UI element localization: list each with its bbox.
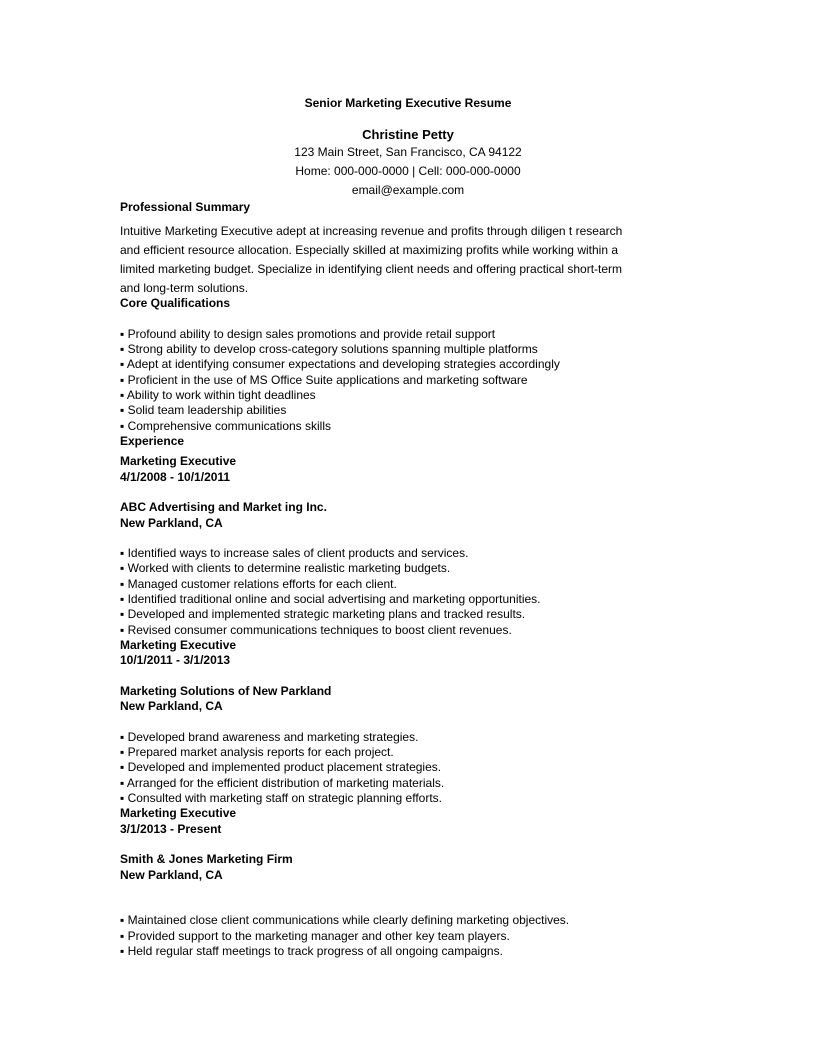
qualification-item: ▪ Profound ability to design sales promotions and provide retail support: [120, 327, 496, 341]
qualification-item: ▪ Proficient in the use of MS Office Suite applications and marketing software: [120, 373, 528, 387]
qualification-item: ▪ Solid team leadership abilities: [120, 403, 287, 417]
job-company: ABC Advertising and Market ing Inc.: [120, 500, 327, 514]
qualification-item: ▪ Adept at identifying consumer expectations and developing strategies accordingly: [120, 357, 560, 371]
job-bullet: ▪ Prepared market analysis reports for each project.: [120, 745, 394, 759]
candidate-name: Christine Petty: [362, 127, 454, 142]
job-company: Smith & Jones Marketing Firm: [120, 852, 293, 866]
job-bullet: ▪ Worked with clients to determine realistic marketing budgets.: [120, 561, 451, 575]
job-bullet: ▪ Developed and implemented strategic marketing plans and tracked results.: [120, 607, 526, 621]
job-dates: 3/1/2013 - Present: [120, 822, 222, 836]
job-bullet: ▪ Held regular staff meetings to track progress of all ongoing campaigns.: [120, 944, 503, 958]
summary-line: limited marketing budget. Specialize in identifying client needs and offering practical short-term: [120, 262, 623, 276]
summary-line: and efficient resource allocation. Especially skilled at maximizing profits while working within a: [120, 243, 619, 257]
job-dates: 4/1/2008 - 10/1/2011: [120, 470, 231, 484]
job-bullet: ▪ Consulted with marketing staff on strategic planning efforts.: [120, 791, 442, 805]
job-bullet: ▪ Managed customer relations efforts for each client.: [120, 577, 397, 591]
job-bullet: ▪ Developed and implemented product placement strategies.: [120, 760, 442, 774]
job-bullet: ▪ Provided support to the marketing manager and other key team players.: [120, 929, 510, 943]
job-dates: 10/1/2011 - 3/1/2013: [120, 653, 231, 667]
job-bullet: ▪ Identified ways to increase sales of client products and services.: [120, 546, 469, 560]
section-heading-qualifications: Core Qualifications: [120, 296, 231, 310]
qualification-item: ▪ Comprehensive communications skills: [120, 419, 331, 433]
job-location: New Parkland, CA: [120, 699, 223, 713]
job-title: Marketing Executive: [120, 806, 237, 820]
job-company: Marketing Solutions of New Parkland: [120, 684, 332, 698]
phone-numbers: Home: 000-000-0000 | Cell: 000-000-0000: [295, 164, 521, 178]
document-title: Senior Marketing Executive Resume: [304, 96, 512, 110]
job-title: Marketing Executive: [120, 454, 237, 468]
section-heading-summary: Professional Summary: [120, 200, 251, 214]
address: 123 Main Street, San Francisco, CA 94122: [294, 145, 522, 159]
job-bullet: ▪ Revised consumer communications techniques to boost client revenues.: [120, 623, 512, 637]
job-title: Marketing Executive: [120, 638, 237, 652]
job-bullet: ▪ Identified traditional online and social advertising and marketing opportunities.: [120, 592, 541, 606]
job-location: New Parkland, CA: [120, 516, 223, 530]
qualification-item: ▪ Strong ability to develop cross-category solutions spanning multiple platforms: [120, 342, 538, 356]
summary-line: and long-term solutions.: [120, 281, 249, 295]
job-location: New Parkland, CA: [120, 868, 223, 882]
qualification-item: ▪ Ability to work within tight deadlines: [120, 388, 316, 402]
summary-line: Intuitive Marketing Executive adept at increasing revenue and profits through diligen t research: [120, 224, 623, 238]
job-bullet: ▪ Arranged for the efficient distribution of marketing materials.: [120, 776, 445, 790]
job-bullet: ▪ Developed brand awareness and marketing strategies.: [120, 730, 419, 744]
section-heading-experience: Experience: [120, 434, 185, 448]
job-bullet: ▪ Maintained close client communications while clearly defining marketing objectives.: [120, 913, 570, 927]
email: email@example.com: [351, 183, 465, 197]
